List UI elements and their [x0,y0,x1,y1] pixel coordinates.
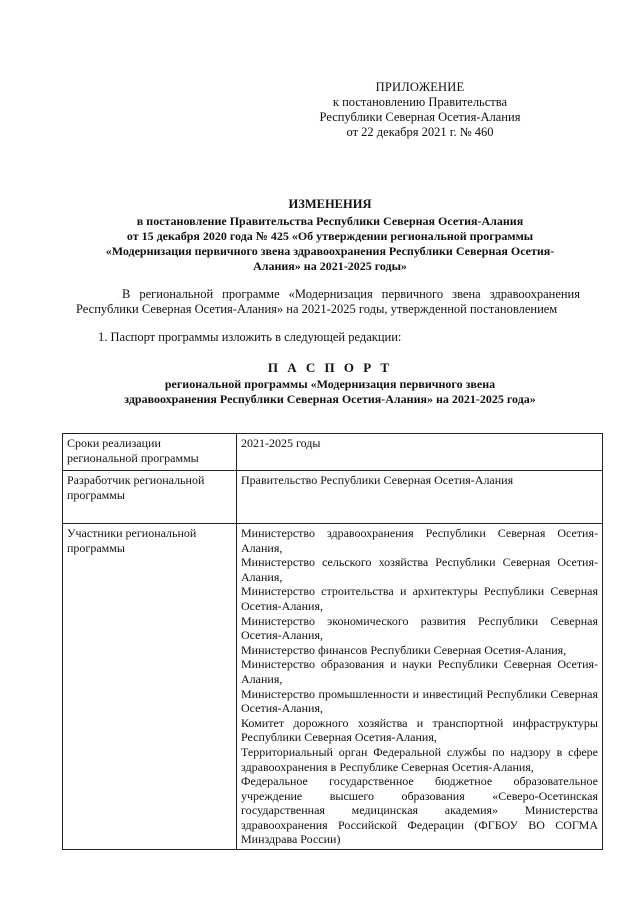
passport-line: региональной программы «Модернизация первичного звена [164,377,496,391]
participant-item: Министерство финансов Республики Северная Осетия-Алания, [241,642,567,657]
changes-line: от 15 декабря 2020 года № 425 «Об утверждении региональной программы [126,229,534,243]
participants-label: Участники региональной программы [63,524,237,850]
row-value: Правительство Республики Северная Осетия-Алания [237,471,603,524]
appendix-title: ПРИЛОЖЕНИЕ [375,80,465,94]
passport-line: здравоохранения Республики Северная Осетия-Алания» на 2021-2025 года» [124,392,536,406]
passport-table [62,433,603,850]
table-row [63,434,603,471]
row-label: Сроки реализации региональной программы [63,434,237,471]
intro-paragraph: В региональной программе «Модернизация первичного звена здравоохранения Республики Северная Осетия-Алания» на 2021-2025 годы, утвержденной постановлением [76,287,580,316]
participant-item: Федеральное государственное бюджетное образовательное учреждение высшего образования «Северо-Осетинская государственная медицинская академия» Министерства здравоохранения Российской Федерации (ФГБОУ ВО СОГМА Минздрава России) [241,774,598,847]
changes-line: «Модернизация первичного звена здравоохранения Республики Северная Осетия- [105,244,555,258]
participant-item: Министерство здравоохранения Республики Северная Осетия-Алания, [241,526,598,555]
changes-line: Алания» на 2021-2025 годы» [253,259,407,273]
changes-title-block [70,197,590,274]
appendix-line: к постановлению Правительства [332,95,508,109]
changes-heading: ИЗМЕНЕНИЯ [288,197,372,211]
participant-item: Комитет дорожного хозяйства и транспортной инфраструктуры Республики Северная Осетия-Алания, [241,715,598,745]
appendix-date: от 22 декабря 2021 г. № 460 [346,125,494,139]
passport-title-block [70,360,590,407]
row-value: 2021-2025 годы [237,434,603,471]
participants-list [237,524,603,850]
participant-item: Министерство строительства и архитектуры Республики Северная Осетия-Алания, [241,584,598,613]
participant-item: Министерство экономического развития Республики Северная Осетия-Алания, [241,613,598,643]
participant-item: Территориальный орган Федеральной службы по надзору в сфере здравоохранения в Республике Северная Осетия-Алания, [241,744,598,774]
list-item-1: 1. Паспорт программы изложить в следующей редакции: [98,330,402,344]
passport-heading: П А С П О Р Т [267,360,393,375]
appendix-block [290,80,550,140]
table-row [63,524,603,850]
participant-item: Министерство промышленности и инвестиций Республики Северная Осетия-Алания, [241,686,598,716]
row-label: Разработчик региональной программы [63,471,237,524]
changes-line: в постановление Правительства Республики Северная Осетия-Алания [136,214,524,228]
participant-item: Министерство сельского хозяйства Республики Северная Осетия-Алания, [241,555,598,584]
appendix-line: Республики Северная Осетия-Алания [319,110,521,124]
table-row [63,471,603,524]
participant-item: Министерство образования и науки Республики Северная Осетия-Алания, [241,657,598,686]
